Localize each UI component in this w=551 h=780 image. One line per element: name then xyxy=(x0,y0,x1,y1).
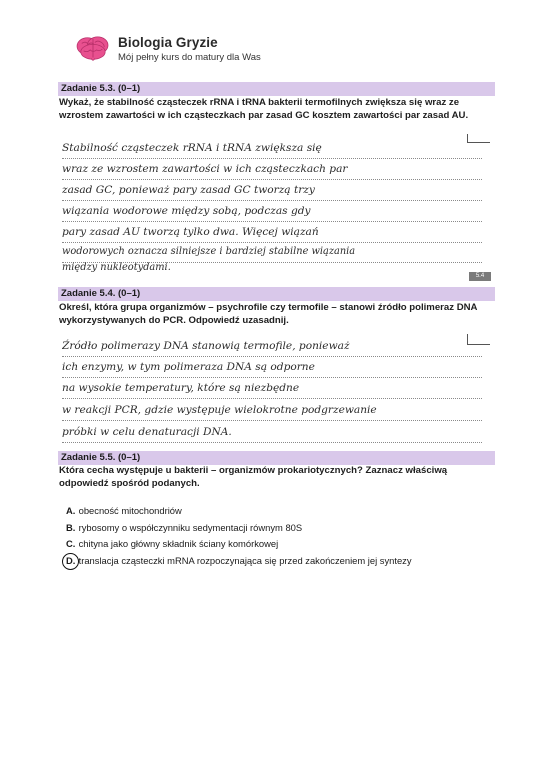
option-c[interactable] xyxy=(66,536,496,553)
brand-header xyxy=(74,34,261,64)
option-d[interactable] xyxy=(66,553,496,570)
answer-line: próbki w celu denaturacji DNA. xyxy=(62,422,482,443)
answer-line: zasad GC, ponieważ pary zasad GC tworzą trzy xyxy=(62,180,482,201)
answer-line: między nukleotydami. xyxy=(62,262,171,273)
answer-line: ich enzymy, w tym polimeraza DNA są odporne xyxy=(62,357,482,378)
answer-line: Źródło polimerazy DNA stanowią termofile, ponieważ xyxy=(62,336,482,357)
brand-title: Biologia Gryzie xyxy=(118,35,218,50)
answer-line: Stabilność cząsteczek rRNA i tRNA zwiększa się xyxy=(62,138,482,159)
answer-5-3 xyxy=(62,138,482,283)
answer-5-4 xyxy=(62,336,482,446)
brain-icon xyxy=(74,34,112,64)
score-tag: 5.4 xyxy=(469,272,491,281)
task-question-5-3: Wykaż, że stabilność cząsteczek rRNA i tRNA bakterii termofilnych zwiększa się wraz ze wzrostem zawartości w ich cząsteczkach par zasad GC kosztem zawartości par zasad AU. xyxy=(59,97,469,121)
option-b[interactable] xyxy=(66,520,496,537)
option-text: rybosomy o współczynniku sedymentacji równym 80S xyxy=(78,521,303,533)
task-header-5-5: Zadanie 5.5. (0–1) xyxy=(58,451,495,465)
answer-line: wraz ze wzrostem zawartości w ich cząsteczkach par xyxy=(62,159,482,180)
option-letter: D. xyxy=(66,554,76,566)
answer-line: wiązania wodorowe między sobą, podczas gdy xyxy=(62,201,482,222)
answer-line: pary zasad AU tworzą tylko dwa. Więcej wiązań xyxy=(62,222,482,243)
option-letter: A. xyxy=(66,505,76,516)
option-text: chityna jako główny składnik ściany komórkowej xyxy=(78,538,279,549)
answer-line: na wysokie temperatury, które są niezbędne xyxy=(62,378,482,399)
option-a[interactable] xyxy=(66,503,496,520)
task-question-5-5: Która cecha występuje u bakterii – organizmów prokariotycznych? Zaznacz właściwą odpowiedź spośród podanych. xyxy=(59,465,448,489)
selected-circle-mark xyxy=(62,553,79,570)
answer-line: wodorowych oznacza silniejsze i bardziej stabilne wiązania xyxy=(62,242,482,263)
task-header-5-4: Zadanie 5.4. (0–1) xyxy=(58,287,495,301)
option-text: translacja cząsteczki mRNA rozpoczynająca się przed zakończeniem jej syntezy xyxy=(78,554,412,566)
answer-line: w reakcji PCR, gdzie występuje wielokrotne podgrzewanie xyxy=(62,400,482,421)
answer-options-5-5 xyxy=(66,503,496,569)
option-text: obecność mitochondriów xyxy=(78,505,182,516)
option-letter: C. xyxy=(66,538,76,549)
brand-subtitle: Mój pełny kurs do matury dla Was xyxy=(118,52,261,63)
task-header-5-3: Zadanie 5.3. (0–1) xyxy=(58,82,495,96)
task-question-5-4: Określ, która grupa organizmów – psychrofile czy termofile – stanowi źródło polimeraz DNA wykorzystywanych do PCR. Odpowiedź uzasadnij. xyxy=(59,302,478,326)
option-letter: B. xyxy=(66,521,76,533)
